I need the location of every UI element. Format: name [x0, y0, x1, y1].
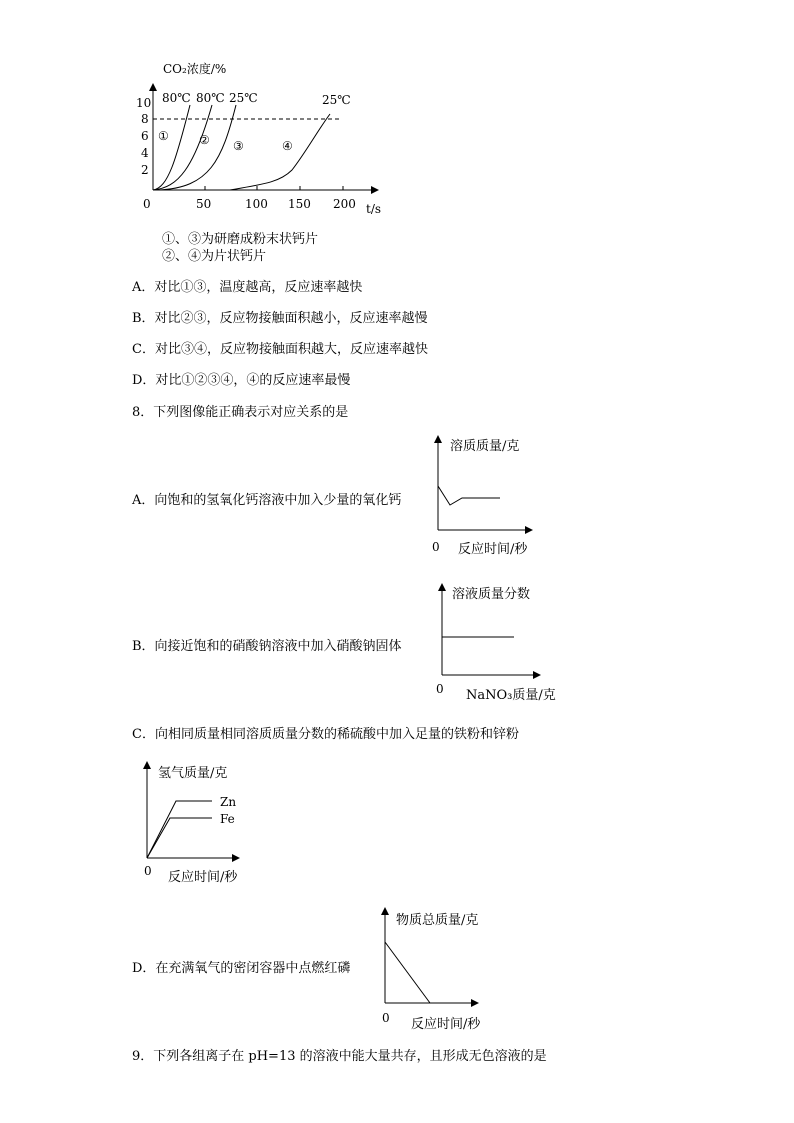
q8d-xlabel: 反应时间/秒: [411, 1017, 481, 1032]
q8b-origin: 0: [436, 682, 444, 696]
q8d-origin: 0: [382, 1011, 390, 1025]
q7-curve-id-1: ①: [158, 129, 169, 143]
q8b-xlabel: NaNO₃质量/克: [466, 688, 556, 703]
q7-xtick-label-150: 150: [288, 197, 311, 211]
q7-ytick-8: 8: [141, 112, 149, 126]
q7-ytick-2: 2: [141, 163, 149, 177]
q7-xtick-label-200: 200: [333, 197, 356, 211]
q8c-ylabel: 氢气质量/克: [158, 766, 228, 781]
q8d-ylabel: 物质总质量/克: [396, 913, 479, 928]
q8b-ylabel: 溶液质量分数: [452, 587, 531, 602]
q7-xtick-label-50: 50: [196, 197, 212, 211]
q8a-xlabel: 反应时间/秒: [458, 542, 528, 557]
q8a-origin: 0: [432, 540, 440, 554]
q8a-ylabel: 溶质质量/克: [450, 439, 520, 454]
q8d-curve: [385, 942, 430, 1003]
q7-option-d: D．对比①②③④，④的反应速率最慢: [132, 373, 351, 388]
q8-option-d: D．在充满氧气的密闭容器中点燃红磷: [132, 961, 351, 976]
q7-ytick-10: 10: [136, 96, 152, 110]
q8-option-c: C．向相同质量相同溶质质量分数的稀硫酸中加入足量的铁粉和锌粉: [132, 727, 519, 742]
q7-curve-label-4: 25℃: [322, 93, 351, 107]
q8c-curve-zn: [147, 801, 212, 858]
q7-option-a: A．对比①③，温度越高，反应速率越快: [132, 280, 363, 295]
q7-option-c: C．对比③④，反应物接触面积越大，反应速率越快: [132, 342, 428, 357]
q7-curve-id-3: ③: [233, 139, 244, 153]
q7-ytick-4: 4: [141, 146, 149, 160]
q8c-origin: 0: [144, 864, 152, 878]
q7-option-b: B．对比②③，反应物接触面积越小，反应速率越慢: [132, 311, 428, 326]
q7-note-2: ②、④为片状钙片: [162, 249, 267, 264]
q7-ylabel: CO₂浓度/%: [163, 62, 227, 76]
q9-stem: 9．下列各组离子在 pH=13 的溶液中能大量共存，且形成无色溶液的是: [132, 1049, 547, 1064]
q7-note-1: ①、③为研磨成粉末状钙片: [162, 232, 319, 247]
q7-ytick-6: 6: [141, 129, 149, 143]
q8-option-b: B．向接近饱和的硝酸钠溶液中加入硝酸钠固体: [132, 639, 402, 654]
q7-curve-id-4: ④: [282, 139, 293, 153]
q7-curve-id-2: ②: [199, 133, 210, 147]
q7-xlabel: t/s: [366, 202, 382, 216]
q7-origin: 0: [143, 197, 151, 211]
q8c-fe-label: Fe: [220, 812, 235, 826]
q8-stem: 8．下列图像能正确表示对应关系的是: [132, 405, 349, 420]
q8c-xlabel: 反应时间/秒: [168, 870, 238, 885]
q7-curve-label-2: 80℃: [196, 91, 225, 105]
q7-curve-label-3: 25℃: [229, 91, 258, 105]
q8c-zn-label: Zn: [220, 795, 237, 809]
q8-option-a: A．向饱和的氢氧化钙溶液中加入少量的氧化钙: [132, 493, 402, 508]
q7-curve-label-1: 80℃: [162, 91, 191, 105]
q7-xtick-label-100: 100: [245, 197, 268, 211]
q8a-curve: [438, 486, 500, 505]
